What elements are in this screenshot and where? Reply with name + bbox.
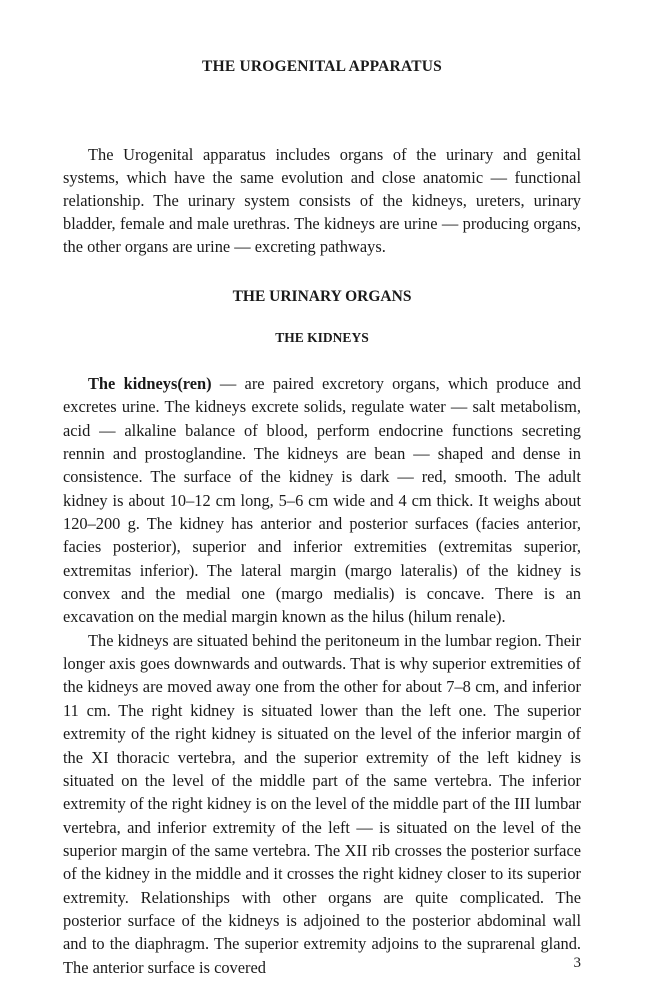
paragraph-kidneys-position: The kidneys are situated behind the peritoneum in the lumbar region. Their longer axis goes downwards and outwards. That is why superior extremities of the kidneys are moved away one from the other for about 7–8 cm, and inferior 11 cm. The right kidney is situated lower than the left one. The superior extremity of the right kidney is situated on the level of the inferior margin of the XI thoracic vertebra, and the superior extremity of the left kidney is situated on the level of the middle part of the same vertebra. The inferior extremity of the right kidney is on the level of the middle part of the III lumbar vertebra, and inferior extremity of the left — is situated on the level of the superior margin of the same vertebra. The XII rib crosses the posterior surface of the kidney in the middle and it crosses the right kidney closer to its superior extremity. Relationships with other organs are quite complicated. The posterior surface of the kidneys is adjoined to the posterior abdominal wall and to the diaphragm. The superior extremity adjoins to the suprarenal gland. The anterior surface is covered bbox=[63, 630, 581, 977]
section-title: THE URINARY ORGANS bbox=[232, 288, 412, 305]
paragraph-kidneys-definition bbox=[63, 372, 581, 629]
paragraph-kidneys-definition-text: — are paired excretory organs, which produce and excretes urine. The kidneys excrete solids, regulate water — salt metabolism, acid — alkaline balance of blood, perform endocrine functions secreting rennin and prostoglandine. The kidneys are bean — shaped and dense in consistence. The surface of the kidney is dark — red, smooth. The adult kidney is about 10–12 cm long, 5–6 cm wide and 4 cm thick. It weighs about 120–200 g. The kidney has anterior and posterior surfaces (facies anterior, facies posterior), superior and inferior extremities (extremitas superior, extremitas inferior). The lateral margin (margo lateralis) of the kidney is convex and the medial one (margo medialis) is concave. There is an excavation on the medial margin known as the hilus (hilum renale). bbox=[63, 374, 581, 627]
subsection-title: THE KIDNEYS bbox=[275, 330, 369, 345]
intro-paragraph: The Urogenital apparatus includes organs of the urinary and genital systems, which have the same evolution and close anatomic — functional relationship. The urinary system consists of the kidneys, ureters, urinary bladder, female and male urethras. The kidneys are urine — producing organs, the other organs are urine — excreting pathways. bbox=[63, 145, 581, 256]
book-page bbox=[63, 0, 581, 1000]
body-text bbox=[63, 372, 581, 979]
page-number: 3 bbox=[573, 955, 581, 971]
term-kidneys: The kidneys(ren) bbox=[88, 374, 212, 393]
chapter-title: THE UROGENITAL APPARATUS bbox=[202, 58, 442, 75]
